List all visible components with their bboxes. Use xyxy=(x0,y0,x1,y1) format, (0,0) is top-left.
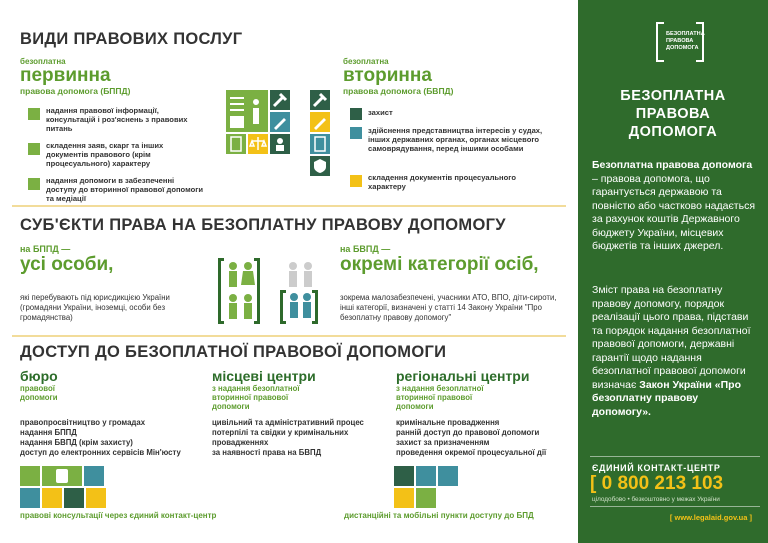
person-grey-icon xyxy=(286,260,316,290)
pen-icon xyxy=(270,112,290,132)
gavel-icon xyxy=(64,488,84,508)
info-icon xyxy=(226,90,268,132)
primary-header xyxy=(20,57,130,96)
sidebar-heading xyxy=(578,87,768,141)
sidebar-para-1 xyxy=(592,159,757,254)
document-icon xyxy=(20,488,40,508)
para1-text: – правова допомога, що гарантується державою та повністю або частково надається за рахунок коштів Державного бюджету України, місцевих бюджетів та інших джерел. xyxy=(592,172,756,252)
section-title-access: ДОСТУП ДО БЕЗОПЛАТНОЇ ПРАВОВОЇ ДОПОМОГИ xyxy=(20,343,447,361)
gavel-icon xyxy=(270,90,290,110)
primary-label-help: правова допомога (БППД) xyxy=(20,86,131,96)
heading-line: БЕЗОПЛАТНА xyxy=(620,88,726,104)
subjects-left-big: усі особи, xyxy=(20,254,114,275)
logo-text xyxy=(666,31,705,52)
subjects-right-text: зокрема малозабезпечені, учасники АТО, ВПО, діти-сироти, інші категорії, визначені у статті 14 Закону України "Про безоплатну правову допомогу" xyxy=(340,293,557,322)
bureau-item: правопросвітництво у громадах xyxy=(20,418,146,427)
divider xyxy=(12,335,566,337)
bureau-title: бюро xyxy=(20,368,58,384)
logo-line: ДОПОМОГА xyxy=(666,45,699,51)
heading-line: ДОПОМОГА xyxy=(628,124,718,140)
person-teal-icon xyxy=(287,292,315,322)
hammer-icon xyxy=(310,90,330,110)
regional-sub: з надання безоплатної вторинної правової допомоги xyxy=(396,384,484,411)
phone-value: 0 800 213 103 xyxy=(601,473,724,494)
local-items xyxy=(212,418,384,458)
gavel-icon xyxy=(394,466,414,486)
bracket-left xyxy=(280,290,286,324)
primary-item-1: надання правової інформації, консультацій і роз'яснень з правових питань xyxy=(46,106,188,133)
scale-icon xyxy=(42,488,62,508)
primary-label-free: безоплатна xyxy=(20,57,66,66)
folder-icon xyxy=(394,488,414,508)
subjects-right-big: окремі категорії осіб, xyxy=(340,254,539,275)
bracket-left xyxy=(218,258,224,324)
website-link[interactable]: [ www.legalaid.gov.ua ] xyxy=(669,513,752,522)
local-title: місцеві центри xyxy=(212,368,316,384)
secondary-item-3: складення документів процесуального характеру xyxy=(368,173,516,191)
bullet-square xyxy=(350,175,362,187)
pen-icon xyxy=(416,466,436,486)
access-col-bureau xyxy=(20,368,200,402)
subjects-left xyxy=(20,244,113,276)
phone-icon xyxy=(42,466,82,486)
info-icon xyxy=(416,488,436,508)
shield-icon xyxy=(310,156,330,176)
bullet-square xyxy=(28,143,40,155)
regional-items xyxy=(396,418,571,458)
bureau-item: надання БВПД (крім захисту) xyxy=(20,438,133,447)
regional-title: регіональні центри xyxy=(396,368,530,384)
footer-right: дистанційні та мобільні пункти доступу до БПД xyxy=(344,511,534,520)
primary-item-3: надання допомоги в забезпеченні доступу до вторинної правової допомоги та медіації xyxy=(46,176,204,203)
phone-note: цілодобово • безкоштовно у межах України xyxy=(592,496,720,503)
secondary-label-help: правова допомога (БВПД) xyxy=(343,86,454,96)
secondary-label-type: вторинна xyxy=(343,65,432,86)
logo-bracket-left xyxy=(656,22,664,62)
contact-label: ЄДИНИЙ КОНТАКТ-ЦЕНТР xyxy=(592,463,721,473)
secondary-header xyxy=(343,57,453,96)
bullet-square xyxy=(28,178,40,190)
bullet-square xyxy=(28,108,40,120)
subjects-left-text: які перебувають під юрисдикцією України (громадяни України, іноземці, особи без громадянства) xyxy=(20,293,170,322)
local-item: за наявності права на БВПД xyxy=(212,448,322,457)
local-sub: з надання безоплатної вторинної правової допомоги xyxy=(212,384,300,411)
logo-line: ПРАВОВА xyxy=(666,38,694,44)
section-title-legal-services: ВИДИ ПРАВОВИХ ПОСЛУГ xyxy=(20,30,243,48)
sidebar xyxy=(578,0,768,543)
divider xyxy=(12,205,566,207)
pen-icon xyxy=(84,466,104,486)
footer-left: правові консультації через єдиний контакт-центр xyxy=(20,511,217,520)
bullet-square xyxy=(350,127,362,139)
heading-line: ПРАВОВА xyxy=(635,106,711,122)
phone-bracket: [ xyxy=(590,473,602,494)
regional-item: кримінальне провадження xyxy=(396,418,500,427)
bureau-item: доступ до електронних сервісів Мін'юсту xyxy=(20,448,181,457)
document-icon xyxy=(226,134,246,154)
secondary-item-1: захист xyxy=(368,108,393,117)
bureau-items xyxy=(20,418,210,458)
subjects-left-label: на БППД — xyxy=(20,244,71,254)
folder-icon xyxy=(86,488,106,508)
phone-number[interactable] xyxy=(590,473,723,495)
access-col-regional xyxy=(396,368,576,411)
person-icon xyxy=(226,260,256,324)
regional-item: проведення окремої процесуальної дії xyxy=(396,448,547,457)
regional-item: ранній доступ до правової допомоги xyxy=(396,428,540,437)
bureau-sub: правової допомоги xyxy=(20,384,58,402)
para1-bold: Безоплатна правова допомога xyxy=(592,159,753,171)
primary-label-type: первинна xyxy=(20,65,111,86)
sidebar-para-2 xyxy=(592,284,757,419)
scale-icon xyxy=(248,134,268,154)
logo-line: БЕЗОПЛАТНА xyxy=(666,31,705,37)
sidebar-divider xyxy=(590,456,760,457)
access-col-local xyxy=(212,368,382,411)
document-icon xyxy=(310,134,330,154)
document-icon xyxy=(438,466,458,486)
pencil-icon xyxy=(310,112,330,132)
regional-item: захист за призначенням xyxy=(396,438,490,447)
section-title-subjects: СУБ'ЄКТИ ПРАВА НА БЕЗОПЛАТНУ ПРАВОВУ ДОПОМОГУ xyxy=(20,216,506,234)
bureau-item: надання БППД xyxy=(20,428,77,437)
secondary-item-2: здійснення представництва інтересів у судах, інших державних органах, органах місцевого самоврядування, перед іншими особами xyxy=(368,126,543,153)
primary-item-2: складення заяв, скарг та інших документів правового (крім процесуального) характеру xyxy=(46,141,164,168)
para2-text: Зміст права на безоплатну правову допомогу, порядок реалізації цього права, підстави та порядок надання безоплатної правової допомоги, державні гарантії щодо надання безоплатної правової допомоги визначає xyxy=(592,284,751,391)
local-item: цивільний та адміністративний процес потерпілі та свідки у кримінальних провадженнях xyxy=(212,418,364,447)
info-icon xyxy=(20,466,40,486)
bullet-square xyxy=(350,108,362,120)
subjects-right xyxy=(340,244,539,276)
sidebar-divider xyxy=(590,506,760,507)
logo xyxy=(656,22,704,62)
secondary-label-free: безоплатна xyxy=(343,57,389,66)
para2-bold: Закон України «Про безоплатну правову допомогу». xyxy=(592,378,741,418)
people-icon xyxy=(270,134,290,154)
subjects-right-label: на БВПД — xyxy=(340,244,391,254)
